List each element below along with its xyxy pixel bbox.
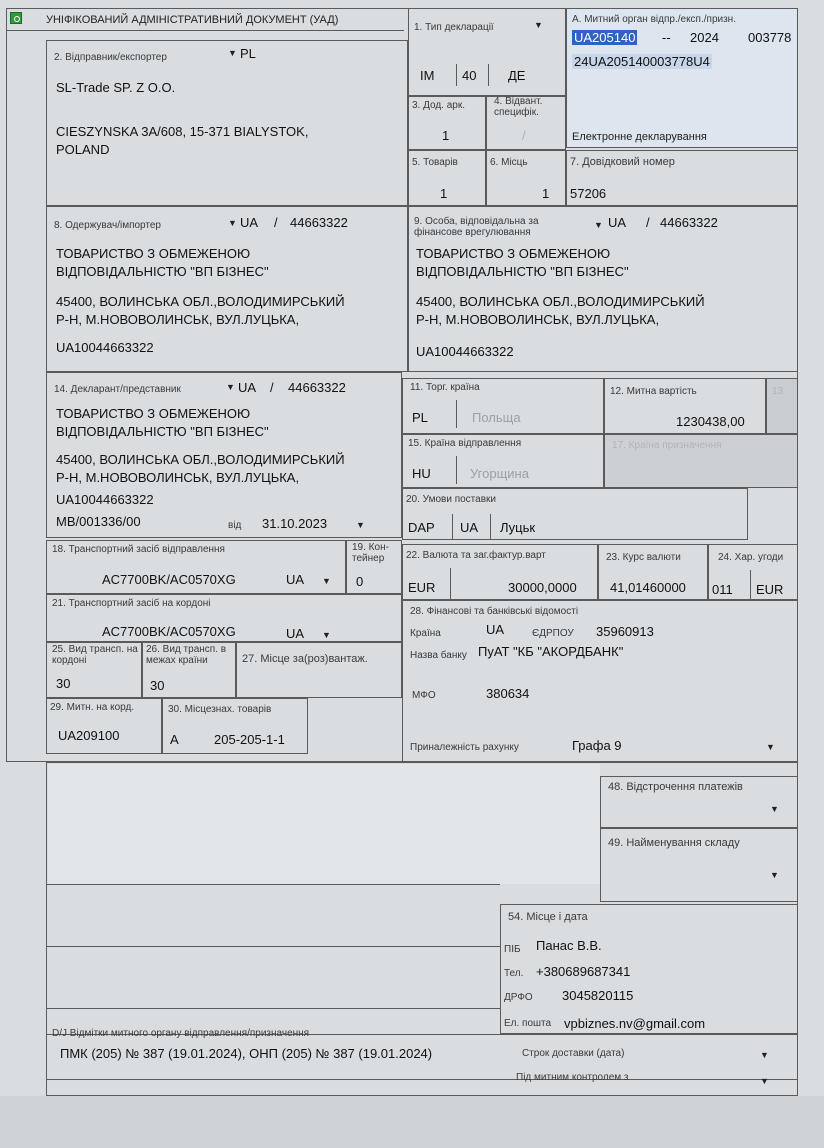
box-28-account-label: Приналежність рахунку: [410, 742, 519, 753]
box-9-address-line1[interactable]: 45400, ВОЛИНСЬКА ОБЛ.,ВОЛОДИМИРСЬКИЙ: [416, 294, 705, 309]
box-14-label: 14. Декларант/представник: [54, 384, 181, 395]
box-dj-customs-marks: [46, 1034, 798, 1096]
box-54-tel-label: Тел.: [504, 968, 524, 979]
box-11-name: Польща: [472, 410, 521, 425]
box-8-name2[interactable]: ВІДПОВІДАЛЬНІСТЮ "ВП БІЗНЕС": [56, 264, 269, 279]
box-29-value[interactable]: UA209100: [58, 728, 120, 743]
box-8-address-line1[interactable]: 45400, ВОЛИНСЬКА ОБЛ.,ВОЛОДИМИРСЬКИЙ: [56, 294, 345, 309]
box-12-label: 12. Митна вартість: [610, 386, 697, 397]
box-48-dropdown-icon[interactable]: ▼: [770, 804, 779, 814]
box-2-address-line1[interactable]: CIESZYNSKA 3A/608, 15-371 BIALYSTOK,: [56, 124, 309, 139]
box-8-address-line2[interactable]: Р-Н, М.НОВОВОЛИНСЬК, ВУЛ.ЛУЦЬКА,: [56, 312, 300, 327]
box-a-separator: --: [662, 30, 671, 45]
box-25-label: 25. Вид трансп. на кордоні: [52, 644, 138, 666]
box-1-code[interactable]: 40: [462, 68, 477, 83]
box-a-number[interactable]: 003778: [748, 30, 792, 45]
box-54-tel[interactable]: +380689687341: [536, 964, 631, 979]
box-14-date[interactable]: 31.10.2023: [262, 516, 328, 531]
box-8-slash: /: [274, 215, 278, 230]
box-8-code[interactable]: 44663322: [290, 215, 348, 230]
box-a-full-number[interactable]: 24UA205140003778U4: [574, 54, 710, 69]
box-27-label: 27. Місце за(роз)вантаж.: [242, 653, 368, 665]
box-2-dropdown-icon[interactable]: ▼: [228, 48, 237, 58]
box-2-exporter: [46, 40, 408, 206]
box-23-label: 23. Курс валюти: [606, 552, 681, 563]
box-28-country-label: Країна: [410, 628, 441, 639]
box-30-label: 30. Місцезнах. товарів: [168, 704, 272, 715]
box-14-address-line2[interactable]: Р-Н, М.НОВОВОЛИНСЬК, ВУЛ.ЛУЦЬКА,: [56, 470, 300, 485]
box-54-pib-label: ПІБ: [504, 944, 521, 955]
box-a-year[interactable]: 2024: [690, 30, 719, 45]
box-9-name2[interactable]: ВІДПОВІДАЛЬНІСТЮ "ВП БІЗНЕС": [416, 264, 629, 279]
box-23-value[interactable]: 41,01460000: [610, 580, 686, 595]
box-9-id[interactable]: UA10044663322: [416, 344, 514, 359]
box-29-label: 29. Митн. на корд.: [50, 702, 135, 713]
box-49-label: 49. Найменування складу: [608, 837, 740, 849]
box-1-type[interactable]: ІМ: [420, 68, 435, 83]
box-30-code[interactable]: A: [170, 732, 179, 747]
box-3-label: 3. Дод. арк.: [412, 100, 466, 111]
box-28-bank[interactable]: ПуАТ "КБ "АКОРДБАНК": [478, 644, 624, 659]
box-5-value[interactable]: 1: [440, 186, 448, 201]
box-20-terms[interactable]: DAP: [408, 520, 435, 535]
box-a-label: А. Митний орган відпр./експ./призн.: [572, 14, 736, 25]
box-a-office[interactable]: UA205140: [574, 30, 636, 45]
box-a-customs-office: [566, 8, 798, 148]
box-14-date-dropdown-icon[interactable]: ▼: [356, 520, 365, 530]
box-4-label: 4. Відвант. специфік.: [494, 96, 543, 118]
form-title: УНІФІКОВАНИЙ АДМІНІСТРАТИВНИЙ ДОКУМЕНТ (УАД): [46, 14, 339, 26]
box-a-e-declaration: Електронне декларування: [572, 131, 707, 143]
box-1-label: 1. Тип декларації: [414, 22, 494, 33]
box-20-place[interactable]: Луцьк: [500, 520, 536, 535]
box-24-currency[interactable]: EUR: [756, 582, 784, 597]
box-49-dropdown-icon[interactable]: ▼: [770, 870, 779, 880]
box-27-loading-place: [236, 642, 402, 698]
box-48-label: 48. Відстрочення платежів: [608, 781, 743, 793]
box-13-label: 13: [772, 386, 784, 397]
box-22-currency[interactable]: EUR: [408, 580, 436, 595]
box-dj-control-label: Під митним контролем з: [516, 1072, 629, 1083]
box-6-value[interactable]: 1: [542, 186, 550, 201]
box-28-edrpou-label: ЄДРПОУ: [532, 628, 574, 639]
box-15-name: Угорщина: [470, 466, 529, 481]
box-6-label: 6. Місць: [490, 157, 528, 168]
box-22-amount[interactable]: 30000,0000: [508, 580, 577, 595]
box-14-address-line1[interactable]: 45400, ВОЛИНСЬКА ОБЛ.,ВОЛОДИМИРСЬКИЙ: [56, 452, 345, 467]
box-28-label: 28. Фінансові та банківські відомості: [410, 606, 579, 617]
bottom-margin-area: [0, 1096, 824, 1148]
box-14-code[interactable]: 44663322: [288, 380, 346, 395]
box-14-name1[interactable]: ТОВАРИСТВО З ОБМЕЖЕНОЮ: [56, 406, 251, 421]
box-15-label: 15. Країна відправлення: [408, 438, 522, 449]
box-14-name2[interactable]: ВІДПОВІДАЛЬНІСТЮ "ВП БІЗНЕС": [56, 424, 269, 439]
box-4-value[interactable]: /: [522, 128, 526, 143]
box-7-value[interactable]: 57206: [570, 186, 607, 201]
box-11-label: 11. Торг. країна: [410, 382, 480, 393]
box-15-code[interactable]: HU: [412, 466, 431, 481]
box-14-slash: /: [270, 380, 274, 395]
box-9-code[interactable]: 44663322: [660, 215, 718, 230]
box-dj-label: D/J Відмітки митного органу відправлення/призначення: [52, 1028, 310, 1039]
box-21-label: 21. Транспортний засіб на кордоні: [52, 598, 211, 609]
box-14-date-label: від: [228, 520, 242, 531]
box-9-label: 9. Особа, відповідальна за фінансове врегулювання: [414, 216, 539, 238]
app-logo-icon: [10, 12, 22, 24]
box-28-bank-label: Назва банку: [410, 650, 467, 661]
box-1-procedure[interactable]: ДЕ: [508, 68, 526, 83]
box-9-dropdown-icon[interactable]: ▼: [594, 220, 603, 230]
box-8-id[interactable]: UA10044663322: [56, 340, 154, 355]
box-8-dropdown-icon[interactable]: ▼: [228, 218, 237, 228]
box-30-value[interactable]: 205-205-1-1: [214, 732, 285, 747]
box-28-edrpou[interactable]: 35960913: [596, 624, 654, 639]
box-21-country[interactable]: UA: [286, 626, 305, 641]
box-17-label: 17. Країна призначення: [612, 440, 722, 451]
box-7-label: 7. Довідковий номер: [570, 156, 675, 168]
box-19-label: 19. Кон-тейнер: [352, 542, 389, 564]
box-20-country[interactable]: UA: [460, 520, 479, 535]
box-8-name1[interactable]: ТОВАРИСТВО З ОБМЕЖЕНОЮ: [56, 246, 251, 261]
box-54-pib[interactable]: Панас В.В.: [536, 938, 602, 953]
box-26-label: 26. Вид трансп. в межах країни: [146, 644, 227, 666]
box-9-address-line2[interactable]: Р-Н, М.НОВОВОЛИНСЬК, ВУЛ.ЛУЦЬКА,: [416, 312, 660, 327]
box-54-drfo[interactable]: 3045820115: [562, 988, 634, 1003]
box-22-label: 22. Валюта та заг.фактур.варт: [406, 550, 546, 561]
box-5-label: 5. Товарів: [412, 157, 458, 168]
box-21-dropdown-icon[interactable]: ▼: [322, 630, 331, 640]
box-8-country[interactable]: UA: [240, 215, 259, 230]
box-20-label: 20. Умови поставки: [406, 494, 496, 505]
box-28-country[interactable]: UA: [486, 622, 505, 637]
box-28-mfo-label: МФО: [412, 690, 436, 701]
box-11-code[interactable]: PL: [412, 410, 428, 425]
box-24-label: 24. Хар. угоди: [718, 552, 784, 563]
box-54-email-label: Ел. пошта: [504, 1018, 552, 1029]
box-2-address-line2[interactable]: POLAND: [56, 142, 110, 157]
box-19-value[interactable]: 0: [356, 574, 364, 589]
box-18-dropdown-icon[interactable]: ▼: [322, 576, 331, 586]
box-9-country[interactable]: UA: [608, 215, 627, 230]
box-9-name1[interactable]: ТОВАРИСТВО З ОБМЕЖЕНОЮ: [416, 246, 611, 261]
box-28-account[interactable]: Графа 9: [572, 738, 622, 753]
lower-greyed-area: [48, 764, 600, 884]
box-14-dropdown-icon[interactable]: ▼: [226, 382, 235, 392]
box-28-account-dropdown-icon[interactable]: ▼: [766, 742, 775, 752]
box-28-mfo[interactable]: 380634: [486, 686, 530, 701]
box-18-value[interactable]: AC7700BK/AC0570XG: [102, 572, 236, 587]
box-dj-control-dropdown-icon[interactable]: ▼: [760, 1076, 769, 1086]
box-2-label: 2. Відправник/експортер: [54, 52, 167, 63]
box-54-label: 54. Місце і дата: [508, 911, 588, 923]
box-2-country[interactable]: PL: [240, 46, 256, 61]
box-14-country[interactable]: UA: [238, 380, 257, 395]
box-2-name[interactable]: SL-Trade SP. Z O.O.: [56, 80, 176, 95]
box-18-country[interactable]: UA: [286, 572, 305, 587]
box-12-value[interactable]: 1230438,00: [676, 414, 745, 429]
box-14-contract[interactable]: МВ/001336/00: [56, 514, 141, 529]
box-3-value[interactable]: 1: [442, 128, 450, 143]
box-54-email[interactable]: vpbiznes.nv@gmail.com: [564, 1016, 706, 1031]
box-18-label: 18. Транспортний засіб відправлення: [52, 544, 225, 555]
box-dj-delivery-dropdown-icon[interactable]: ▼: [760, 1050, 769, 1060]
box-24-code[interactable]: 011: [712, 582, 733, 597]
box-26-value[interactable]: 30: [150, 678, 165, 693]
box-21-value[interactable]: AC7700BK/AC0570XG: [102, 624, 236, 639]
box-54-drfo-label: ДРФО: [504, 992, 533, 1003]
box-dj-delivery-label: Строк доставки (дата): [522, 1048, 625, 1059]
box-dj-value[interactable]: ПМК (205) № 387 (19.01.2024), ОНП (205) № 387 (19.01.2024): [60, 1046, 433, 1061]
box-14-id[interactable]: UA10044663322: [56, 492, 154, 507]
box-9-slash: /: [646, 215, 650, 230]
box-1-dropdown-icon[interactable]: ▼: [534, 20, 543, 30]
box-8-label: 8. Одержувач/імпортер: [54, 220, 161, 231]
box-25-value[interactable]: 30: [56, 676, 71, 691]
